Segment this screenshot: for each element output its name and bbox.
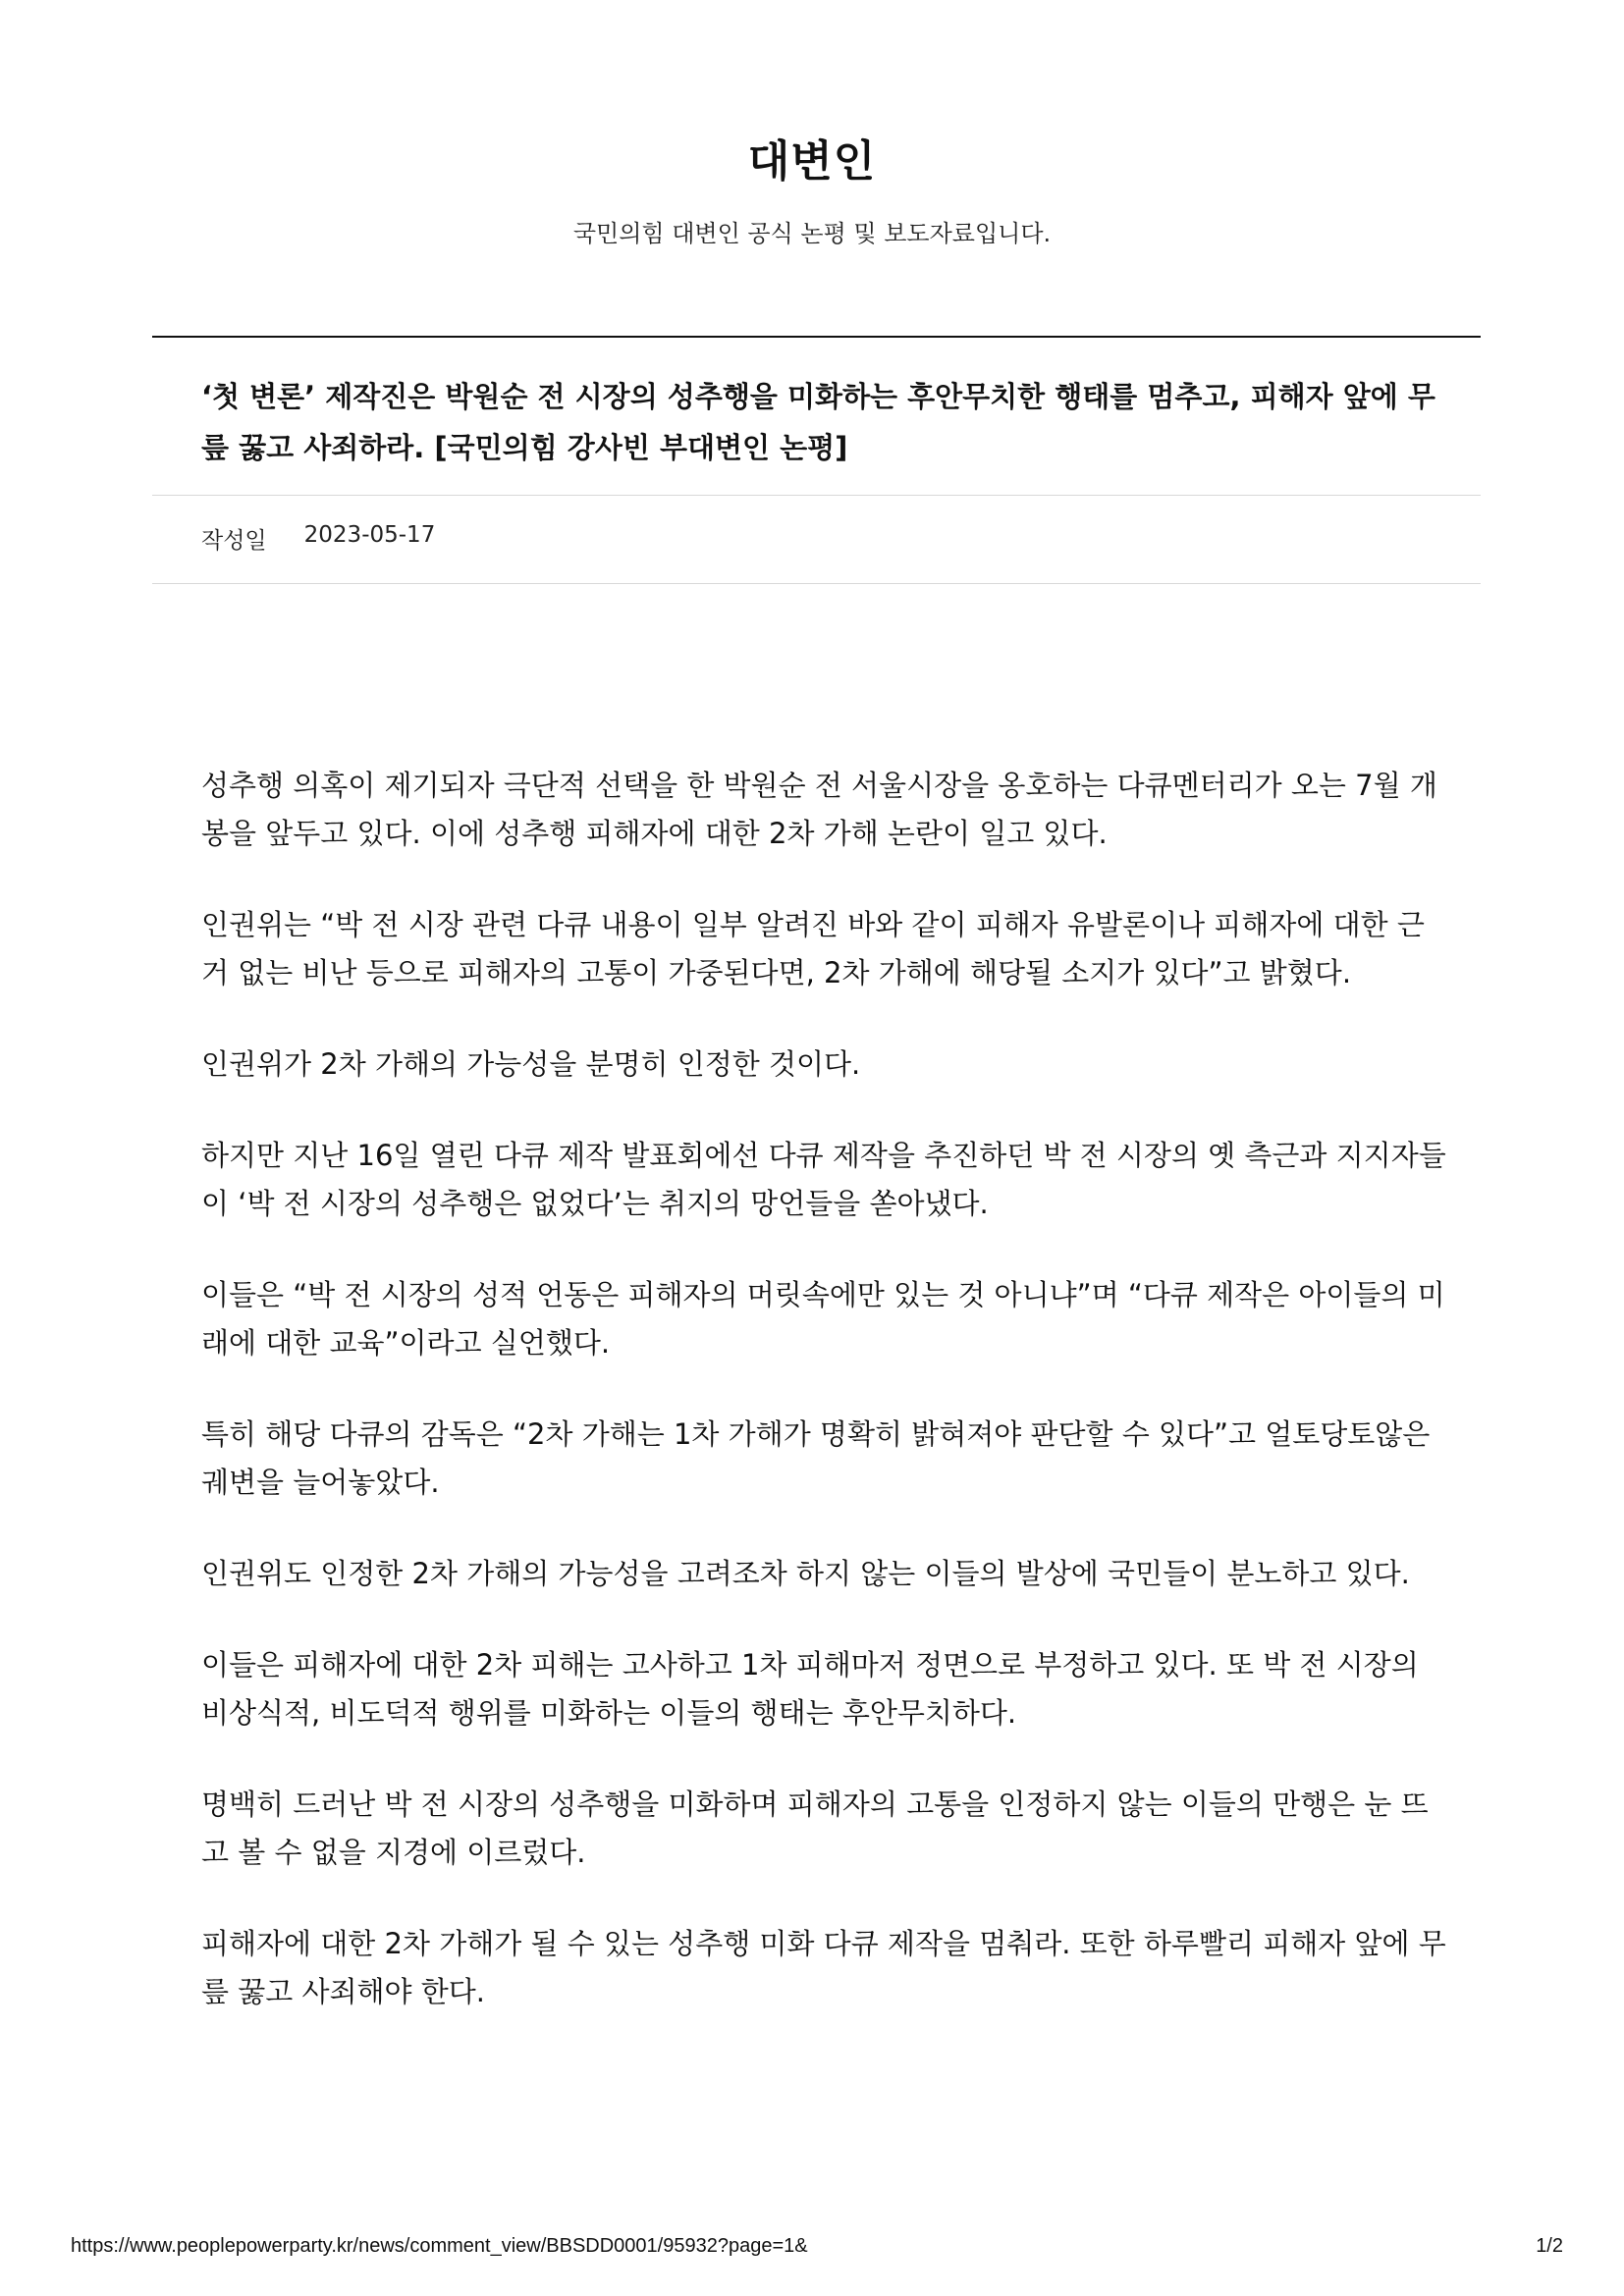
date-value: 2023-05-17 bbox=[303, 522, 436, 548]
meta-divider bbox=[152, 583, 1481, 584]
paragraph: 피해자에 대한 2차 가해가 될 수 있는 성추행 미화 다큐 제작을 멈춰라. 또한 하루빨리 피해자 앞에 무릎 꿇고 사죄해야 한다. bbox=[201, 1927, 1446, 2008]
site-title: 대변인 bbox=[747, 136, 877, 187]
article-meta bbox=[201, 522, 435, 555]
article-title: ‘첫 변론’ 제작진은 박원순 전 시장의 성추행을 미화하는 후안무치한 행태를 멈추고, 피해자 앞에 무릎 꿇고 사죄하라. [국민의힘 강사빈 부대변인 논평] bbox=[201, 380, 1435, 464]
paragraph: 인권위는 “박 전 시장 관련 다큐 내용이 일부 알려진 바와 같이 피해자 유발론이나 피해자에 대한 근거 없는 비난 등으로 피해자의 고통이 가중된다면, 2차 가해에 해당될 소지가 있다”고 밝혔다. bbox=[201, 908, 1425, 989]
paragraph: 하지만 지난 16일 열린 다큐 제작 발표회에선 다큐 제작을 추진하던 박 전 시장의 옛 측근과 지지자들이 ‘박 전 시장의 성추행은 없었다’는 취지의 망언들을 쏟아냈다. bbox=[201, 1139, 1446, 1220]
paragraph: 명백히 드러난 박 전 시장의 성추행을 미화하며 피해자의 고통을 인정하지 않는 이들의 만행은 눈 뜨고 볼 수 없을 지경에 이르렀다. bbox=[201, 1788, 1429, 1869]
page-indicator: 1/2 bbox=[1536, 2235, 1563, 2257]
site-subtitle: 국민의힘 대변인 공식 논평 및 보도자료입니다. bbox=[572, 220, 1052, 247]
article-body bbox=[201, 762, 1448, 2059]
header-divider bbox=[152, 336, 1481, 338]
date-label: 작성일 bbox=[201, 528, 267, 554]
print-footer bbox=[71, 2235, 1563, 2258]
title-divider bbox=[152, 495, 1481, 496]
paragraph: 인권위가 2차 가해의 가능성을 분명히 인정한 것이다. bbox=[201, 1047, 861, 1081]
paragraph: 이들은 “박 전 시장의 성적 언동은 피해자의 머릿속에만 있는 것 아니냐”며 “다큐 제작은 아이들의 미래에 대한 교육”이라고 실언했다. bbox=[201, 1278, 1445, 1360]
paragraph: 성추행 의혹이 제기되자 극단적 선택을 한 박원순 전 서울시장을 옹호하는 다큐멘터리가 오는 7월 개봉을 앞두고 있다. 이에 성추행 피해자에 대한 2차 가해 논란이 일고 있다. bbox=[201, 769, 1437, 850]
paragraph: 이들은 피해자에 대한 2차 피해는 고사하고 1차 피해마저 정면으로 부정하고 있다. 또 박 전 시장의 비상식적, 비도덕적 행위를 미화하는 이들의 행태는 후안무치하다. bbox=[201, 1648, 1419, 1730]
paragraph: 인권위도 인정한 2차 가해의 가능성을 고려조차 하지 않는 이들의 발상에 국민들이 분노하고 있다. bbox=[201, 1557, 1410, 1590]
paragraph: 특히 해당 다큐의 감독은 “2차 가해는 1차 가해가 명확히 밝혀져야 판단할 수 있다”고 얼토당토않은 궤변을 늘어놓았다. bbox=[201, 1417, 1431, 1499]
footer-url: https://www.peoplepowerparty.kr/news/comment_view/BBSDD0001/95932?page=1& bbox=[71, 2235, 808, 2257]
